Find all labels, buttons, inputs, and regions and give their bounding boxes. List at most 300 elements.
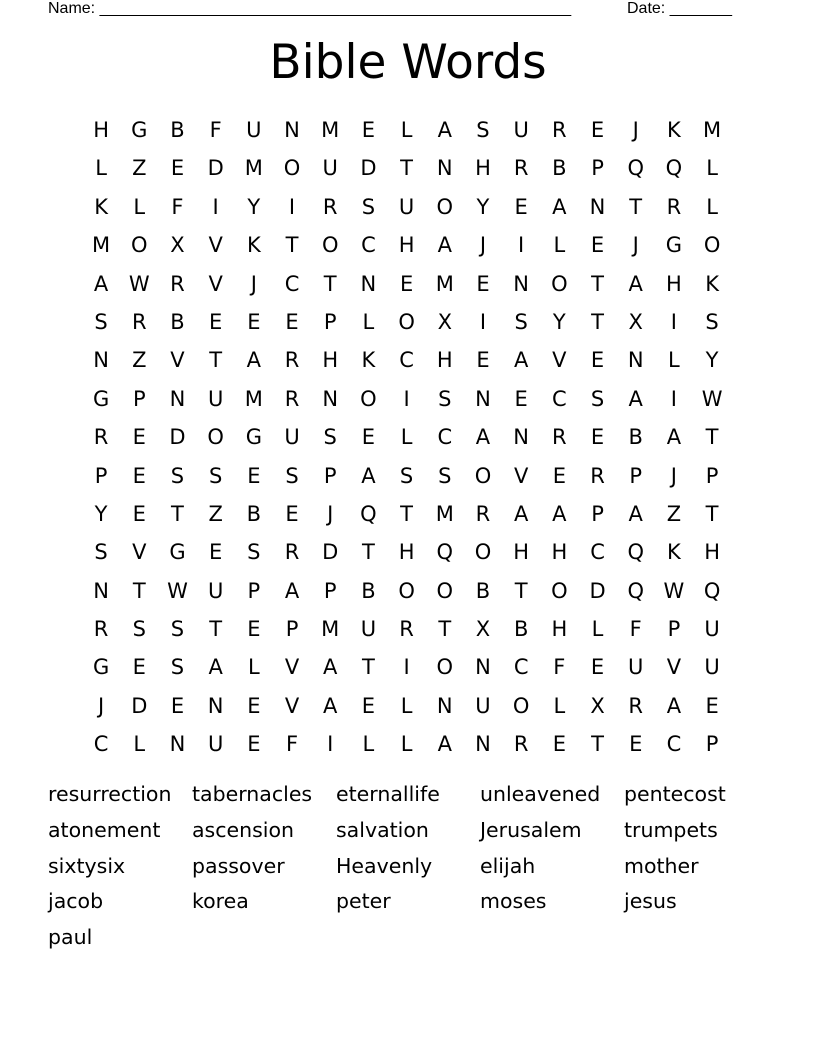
grid-letter[interactable]: O: [436, 578, 454, 603]
grid-letter[interactable]: T: [132, 578, 146, 603]
grid-letter[interactable]: Q: [627, 156, 644, 181]
grid-letter[interactable]: T: [705, 501, 719, 526]
grid-letter[interactable]: O: [551, 271, 568, 296]
grid-letter[interactable]: J: [632, 118, 639, 142]
grid-letter[interactable]: N: [513, 271, 530, 296]
grid-letter[interactable]: Y: [247, 194, 261, 219]
grid-letter[interactable]: S: [285, 463, 299, 488]
grid-letter[interactable]: E: [132, 425, 146, 450]
grid-letter[interactable]: S: [170, 463, 185, 488]
grid-letter[interactable]: M: [435, 501, 454, 526]
grid-letter[interactable]: K: [667, 540, 681, 565]
grid-letter[interactable]: T: [209, 348, 223, 373]
grid-letter[interactable]: I: [518, 233, 525, 258]
grid-letter[interactable]: P: [247, 578, 261, 603]
grid-letter[interactable]: S: [514, 309, 528, 334]
grid-letter[interactable]: U: [246, 118, 262, 142]
grid-letter[interactable]: N: [475, 732, 491, 757]
name-field-label[interactable]: Name: _____________________________________________________: [48, 0, 572, 17]
grid-letter[interactable]: I: [670, 386, 677, 411]
grid-letter[interactable]: O: [207, 425, 224, 450]
grid-letter[interactable]: T: [361, 540, 375, 565]
grid-letter[interactable]: T: [285, 233, 299, 258]
grid-letter[interactable]: N: [93, 578, 109, 603]
grid-letter[interactable]: T: [591, 271, 604, 296]
grid-letter[interactable]: P: [591, 156, 604, 181]
grid-letter[interactable]: L: [553, 693, 566, 718]
grid-letter[interactable]: E: [476, 348, 490, 373]
grid-letter[interactable]: V: [208, 271, 223, 296]
grid-letter[interactable]: T: [705, 425, 719, 450]
grid-letter[interactable]: L: [400, 732, 413, 757]
grid-letter[interactable]: A: [628, 501, 643, 526]
grid-letter[interactable]: P: [132, 386, 146, 411]
grid-letter[interactable]: R: [513, 732, 529, 757]
grid-letter[interactable]: L: [247, 655, 260, 680]
grid-letter[interactable]: G: [665, 233, 683, 258]
grid-letter[interactable]: O: [360, 386, 377, 411]
grid-letter[interactable]: J: [479, 233, 487, 258]
grid-letter[interactable]: L: [95, 156, 107, 181]
grid-letter[interactable]: N: [475, 386, 491, 411]
grid-letter[interactable]: E: [209, 309, 223, 334]
grid-letter[interactable]: B: [361, 578, 376, 603]
grid-letter[interactable]: B: [552, 156, 567, 181]
grid-letter[interactable]: H: [322, 348, 339, 373]
grid-letter[interactable]: R: [170, 271, 185, 296]
grid-letter[interactable]: V: [666, 655, 682, 680]
word-bank-item: ascension: [192, 817, 295, 842]
grid-letter[interactable]: L: [668, 348, 680, 373]
grid-letter[interactable]: S: [323, 425, 337, 450]
date-field-label[interactable]: Date: _______: [627, 0, 732, 17]
grid-letter[interactable]: I: [212, 194, 219, 219]
grid-letter[interactable]: K: [667, 118, 681, 142]
grid-letter[interactable]: I: [403, 386, 410, 411]
grid-letter[interactable]: T: [514, 578, 528, 603]
grid-letter[interactable]: O: [321, 233, 339, 258]
grid-letter[interactable]: E: [170, 693, 185, 718]
grid-letter[interactable]: U: [360, 617, 377, 642]
grid-letter[interactable]: H: [398, 540, 415, 565]
grid-letter[interactable]: E: [399, 271, 414, 296]
grid-letter[interactable]: R: [628, 693, 644, 718]
grid-letter[interactable]: L: [400, 693, 413, 718]
grid-letter[interactable]: T: [400, 501, 413, 526]
grid-letter[interactable]: Z: [132, 156, 147, 181]
grid-letter[interactable]: G: [92, 386, 110, 411]
grid-letter[interactable]: N: [322, 386, 339, 411]
grid-letter[interactable]: A: [437, 732, 452, 757]
grid-letter[interactable]: S: [247, 540, 261, 565]
grid-letter[interactable]: L: [400, 118, 413, 142]
grid-letter[interactable]: T: [361, 655, 375, 680]
grid-letter[interactable]: A: [246, 348, 262, 373]
grid-letter[interactable]: D: [207, 156, 224, 181]
grid-letter[interactable]: H: [551, 617, 568, 642]
grid-letter[interactable]: A: [513, 501, 529, 526]
grid-letter[interactable]: A: [323, 655, 338, 680]
grid-letter[interactable]: Y: [705, 348, 719, 373]
grid-letter[interactable]: S: [94, 309, 108, 334]
grid-letter[interactable]: K: [705, 271, 719, 296]
grid-letter[interactable]: R: [322, 194, 338, 219]
grid-letter[interactable]: U: [284, 425, 300, 450]
grid-letter[interactable]: Y: [94, 501, 108, 526]
grid-letter[interactable]: P: [667, 617, 681, 642]
grid-letter[interactable]: R: [552, 118, 567, 142]
grid-letter[interactable]: P: [591, 501, 604, 526]
grid-letter[interactable]: X: [170, 233, 185, 258]
grid-letter[interactable]: E: [285, 501, 299, 526]
grid-row: [82, 111, 732, 149]
grid-letter[interactable]: G: [92, 655, 110, 680]
grid-letter[interactable]: A: [552, 194, 567, 219]
grid-letter[interactable]: C: [284, 271, 300, 296]
grid-letter[interactable]: C: [590, 540, 605, 565]
grid-letter[interactable]: U: [513, 118, 529, 142]
grid-letter[interactable]: R: [666, 194, 682, 219]
grid-letter[interactable]: F: [171, 194, 184, 219]
grid-letter[interactable]: V: [170, 348, 185, 373]
grid-letter[interactable]: C: [93, 732, 109, 757]
grid-letter[interactable]: A: [361, 463, 376, 488]
grid-letter[interactable]: L: [706, 156, 718, 181]
grid-letter[interactable]: E: [209, 540, 223, 565]
grid-letter[interactable]: A: [628, 271, 643, 296]
grid-letter[interactable]: A: [628, 386, 643, 411]
grid-letter[interactable]: N: [169, 732, 186, 757]
grid-letter[interactable]: T: [323, 271, 337, 296]
word-bank: [48, 777, 768, 956]
grid-letter[interactable]: X: [475, 617, 491, 642]
grid-letter[interactable]: W: [167, 578, 188, 603]
grid-letter[interactable]: E: [170, 156, 185, 181]
grid-letter[interactable]: O: [703, 233, 721, 258]
grid-letter[interactable]: N: [284, 118, 300, 142]
grid-letter[interactable]: O: [551, 578, 568, 603]
grid-letter[interactable]: S: [170, 617, 185, 642]
grid-letter[interactable]: I: [670, 309, 677, 334]
grid-letter[interactable]: T: [591, 309, 604, 334]
grid-letter[interactable]: L: [706, 194, 718, 219]
grid-letter[interactable]: L: [591, 617, 604, 642]
grid-letter[interactable]: B: [246, 501, 262, 526]
grid-letter[interactable]: H: [398, 233, 415, 258]
grid-letter[interactable]: N: [436, 693, 453, 718]
grid-letter[interactable]: R: [552, 425, 567, 450]
grid-letter[interactable]: X: [437, 309, 452, 334]
grid-letter[interactable]: C: [666, 732, 682, 757]
grid-letter[interactable]: B: [170, 309, 185, 334]
grid-letter[interactable]: L: [133, 194, 146, 219]
grid-letter[interactable]: A: [552, 501, 567, 526]
grid-letter[interactable]: T: [629, 194, 643, 219]
grid-letter[interactable]: S: [170, 655, 185, 680]
grid-letter[interactable]: I: [403, 655, 410, 680]
grid-letter[interactable]: P: [323, 463, 337, 488]
grid-letter[interactable]: C: [437, 425, 453, 450]
grid-letter[interactable]: V: [284, 655, 300, 680]
grid-letter[interactable]: D: [322, 540, 339, 565]
grid-letter[interactable]: J: [97, 693, 105, 718]
grid-row: [82, 149, 732, 187]
grid-letter[interactable]: S: [94, 540, 108, 565]
grid-letter[interactable]: K: [361, 348, 376, 373]
grid-letter[interactable]: T: [400, 156, 413, 181]
grid-letter[interactable]: U: [475, 693, 491, 718]
grid-letter[interactable]: K: [94, 194, 108, 219]
grid-letter[interactable]: E: [132, 501, 146, 526]
grid-letter[interactable]: H: [513, 540, 530, 565]
grid-letter[interactable]: O: [436, 655, 454, 680]
grid-letter[interactable]: D: [169, 425, 186, 450]
grid-letter[interactable]: O: [283, 156, 301, 181]
grid-letter[interactable]: R: [590, 463, 605, 488]
grid-letter[interactable]: A: [93, 271, 109, 296]
grid-letter[interactable]: O: [474, 540, 492, 565]
grid-letter[interactable]: A: [475, 425, 491, 450]
grid-letter[interactable]: Q: [360, 501, 377, 526]
grid-letter[interactable]: E: [590, 655, 605, 680]
grid-letter[interactable]: B: [475, 578, 491, 603]
grid-letter[interactable]: A: [666, 693, 682, 718]
grid-letter[interactable]: R: [284, 348, 300, 373]
grid-letter[interactable]: L: [400, 425, 413, 450]
grid-letter[interactable]: P: [94, 463, 108, 488]
grid-letter[interactable]: H: [666, 271, 682, 296]
grid-letter[interactable]: S: [361, 194, 376, 219]
grid-letter[interactable]: V: [552, 348, 567, 373]
grid-letter[interactable]: M: [321, 617, 340, 642]
grid-letter[interactable]: V: [284, 693, 300, 718]
grid-letter[interactable]: S: [705, 309, 719, 334]
grid-letter[interactable]: P: [629, 463, 643, 488]
grid-letter[interactable]: C: [361, 233, 376, 258]
grid-letter[interactable]: N: [207, 693, 224, 718]
grid-letter[interactable]: R: [399, 617, 414, 642]
grid-letter[interactable]: E: [247, 693, 261, 718]
grid-letter[interactable]: O: [512, 693, 530, 718]
grid-letter[interactable]: A: [666, 425, 682, 450]
grid-letter[interactable]: Q: [703, 578, 721, 603]
grid-letter[interactable]: N: [360, 271, 377, 296]
grid-letter[interactable]: W: [128, 271, 150, 296]
grid-letter[interactable]: O: [398, 309, 415, 334]
grid-letter[interactable]: Q: [665, 156, 683, 181]
grid-letter[interactable]: G: [245, 425, 262, 450]
grid-letter[interactable]: R: [284, 540, 300, 565]
grid-letter[interactable]: E: [247, 617, 261, 642]
grid-letter[interactable]: Z: [666, 501, 682, 526]
grid-letter[interactable]: M: [244, 386, 263, 411]
grid-letter[interactable]: Z: [208, 501, 223, 526]
grid-letter[interactable]: F: [209, 118, 222, 142]
grid-letter[interactable]: R: [131, 309, 147, 334]
grid-row: [82, 533, 732, 571]
grid-letter[interactable]: E: [552, 463, 566, 488]
grid-letter[interactable]: A: [513, 348, 529, 373]
grid-letter[interactable]: B: [170, 118, 185, 142]
grid-letter[interactable]: U: [704, 655, 720, 680]
grid-letter[interactable]: E: [590, 425, 605, 450]
grid-letter[interactable]: A: [437, 233, 452, 258]
grid-letter[interactable]: E: [514, 386, 528, 411]
grid-letter[interactable]: R: [513, 156, 529, 181]
grid-letter[interactable]: H: [475, 156, 491, 181]
grid-letter[interactable]: E: [361, 693, 376, 718]
grid-letter[interactable]: J: [670, 463, 677, 488]
grid-letter[interactable]: E: [132, 463, 146, 488]
grid-letter[interactable]: E: [590, 118, 605, 142]
grid-letter[interactable]: E: [247, 309, 261, 334]
grid-letter[interactable]: B: [628, 425, 643, 450]
grid-letter[interactable]: F: [629, 617, 642, 642]
grid-letter[interactable]: I: [479, 309, 487, 334]
grid-letter[interactable]: S: [208, 463, 223, 488]
grid-letter[interactable]: H: [551, 540, 568, 565]
grid-letter[interactable]: O: [131, 233, 148, 258]
grid-letter[interactable]: T: [171, 501, 184, 526]
grid-letter[interactable]: T: [438, 617, 452, 642]
grid-letter[interactable]: E: [132, 655, 146, 680]
grid-letter[interactable]: U: [207, 732, 224, 757]
grid-letter[interactable]: R: [284, 386, 300, 411]
grid-letter[interactable]: L: [133, 732, 146, 757]
grid-letter[interactable]: I: [288, 194, 296, 219]
grid-letter[interactable]: F: [553, 655, 566, 680]
grid-letter[interactable]: G: [169, 540, 186, 565]
grid-letter[interactable]: V: [132, 540, 147, 565]
grid-letter[interactable]: E: [590, 233, 605, 258]
grid-row: [82, 457, 732, 495]
grid-letter[interactable]: P: [323, 309, 337, 334]
grid-letter[interactable]: N: [627, 348, 644, 373]
grid-letter[interactable]: E: [629, 732, 643, 757]
grid-letter[interactable]: V: [513, 463, 529, 488]
grid-letter[interactable]: E: [361, 118, 376, 142]
grid-letter[interactable]: E: [590, 348, 605, 373]
grid-letter[interactable]: N: [169, 386, 186, 411]
grid-letter[interactable]: U: [322, 156, 338, 181]
grid-letter[interactable]: P: [705, 732, 719, 757]
grid-letter[interactable]: L: [553, 233, 566, 258]
grid-letter[interactable]: G: [131, 118, 148, 142]
grid-letter[interactable]: A: [208, 655, 223, 680]
grid-letter[interactable]: C: [513, 655, 529, 680]
grid-letter[interactable]: W: [701, 386, 723, 411]
word-bank-item: unleavened: [480, 782, 601, 806]
grid-letter[interactable]: U: [704, 617, 720, 642]
grid-letter[interactable]: S: [476, 118, 490, 142]
grid-letter[interactable]: M: [435, 271, 454, 296]
grid-letter[interactable]: A: [437, 118, 452, 142]
grid-letter[interactable]: W: [663, 578, 685, 603]
grid-letter[interactable]: X: [628, 309, 643, 334]
grid-letter[interactable]: Q: [627, 578, 644, 603]
grid-letter[interactable]: E: [247, 732, 261, 757]
grid-letter[interactable]: P: [285, 617, 299, 642]
grid-letter[interactable]: I: [327, 732, 334, 757]
grid-letter[interactable]: E: [361, 425, 376, 450]
grid-letter[interactable]: U: [398, 194, 415, 219]
grid-letter[interactable]: V: [208, 233, 223, 258]
grid-letter[interactable]: N: [589, 194, 606, 219]
grid-letter[interactable]: M: [244, 156, 263, 181]
grid-letter[interactable]: Q: [436, 540, 454, 565]
grid-letter[interactable]: U: [628, 655, 644, 680]
grid-letter[interactable]: T: [591, 732, 604, 757]
grid-letter[interactable]: S: [438, 386, 452, 411]
grid-letter[interactable]: E: [705, 693, 719, 718]
grid-letter[interactable]: L: [362, 309, 375, 334]
grid-letter[interactable]: R: [93, 425, 109, 450]
grid-letter[interactable]: S: [399, 463, 414, 488]
grid-letter[interactable]: X: [590, 693, 605, 718]
grid-letter[interactable]: M: [321, 118, 340, 142]
grid-letter[interactable]: T: [209, 617, 223, 642]
grid-letter[interactable]: Y: [476, 194, 490, 219]
grid-letter[interactable]: D: [589, 578, 606, 603]
grid-letter[interactable]: E: [285, 309, 299, 334]
grid-letter[interactable]: L: [362, 732, 375, 757]
grid-letter[interactable]: E: [514, 194, 528, 219]
grid-letter[interactable]: N: [436, 156, 453, 181]
grid-letter[interactable]: S: [132, 617, 146, 642]
grid-letter[interactable]: M: [703, 118, 722, 142]
grid-letter[interactable]: N: [475, 655, 491, 680]
grid-letter[interactable]: A: [323, 693, 338, 718]
grid-letter[interactable]: C: [552, 386, 567, 411]
grid-letter[interactable]: H: [704, 540, 720, 565]
grid-letter[interactable]: K: [246, 233, 261, 258]
grid-letter[interactable]: O: [474, 463, 492, 488]
grid-letter[interactable]: N: [93, 348, 109, 373]
grid-letter[interactable]: H: [436, 348, 453, 373]
grid-letter[interactable]: B: [513, 617, 529, 642]
grid-letter[interactable]: O: [436, 194, 454, 219]
grid-letter[interactable]: E: [247, 463, 261, 488]
grid-letter[interactable]: U: [207, 386, 224, 411]
grid-letter[interactable]: R: [93, 617, 109, 642]
grid-letter[interactable]: J: [327, 501, 334, 526]
grid-letter[interactable]: J: [632, 233, 639, 258]
grid-letter[interactable]: O: [398, 578, 415, 603]
word-bank-item: sixtysix: [48, 853, 126, 878]
grid-letter[interactable]: D: [131, 693, 148, 718]
grid-letter[interactable]: H: [93, 118, 109, 142]
grid-letter[interactable]: Y: [552, 309, 566, 334]
grid-letter[interactable]: U: [207, 578, 224, 603]
grid-letter[interactable]: Z: [132, 348, 147, 373]
grid-letter[interactable]: P: [323, 578, 337, 603]
grid-letter[interactable]: C: [399, 348, 414, 373]
grid-letter[interactable]: Q: [627, 540, 644, 565]
grid-letter[interactable]: E: [552, 732, 566, 757]
grid-letter[interactable]: R: [475, 501, 491, 526]
grid-letter[interactable]: E: [476, 271, 490, 296]
grid-letter[interactable]: D: [360, 156, 377, 181]
grid-letter[interactable]: S: [590, 386, 605, 411]
grid-letter[interactable]: S: [438, 463, 452, 488]
grid-letter[interactable]: M: [92, 233, 111, 258]
grid-letter[interactable]: N: [513, 425, 530, 450]
grid-row: [82, 418, 732, 456]
grid-letter[interactable]: J: [250, 271, 257, 296]
grid-letter[interactable]: F: [285, 732, 299, 757]
grid-letter[interactable]: P: [705, 463, 719, 488]
grid-letter[interactable]: A: [284, 578, 300, 603]
